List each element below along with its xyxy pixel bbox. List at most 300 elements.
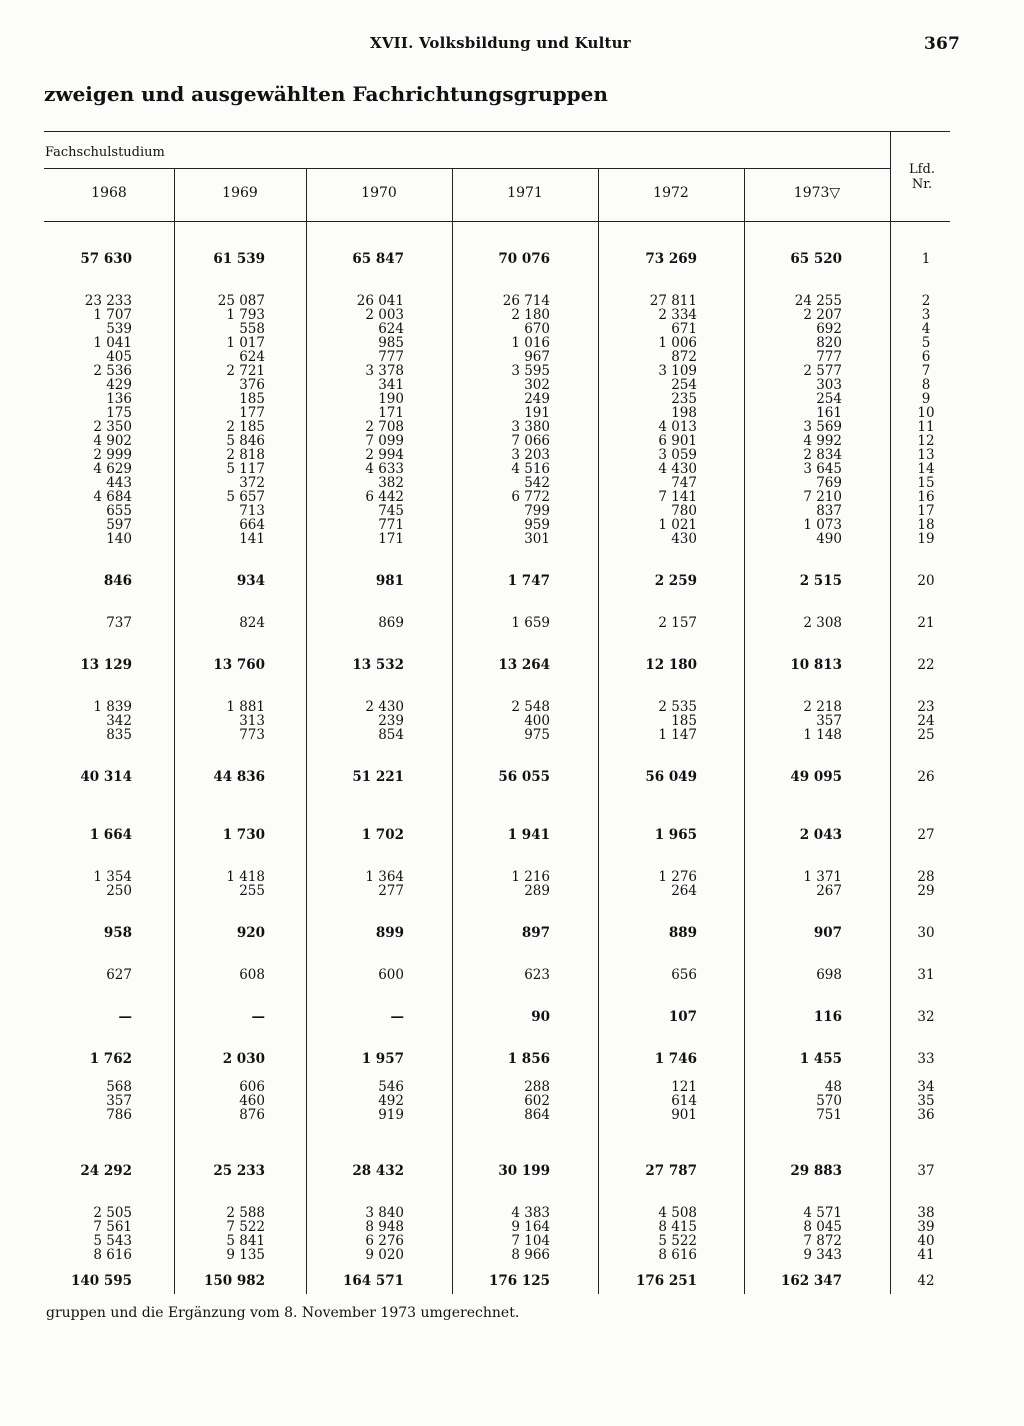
row-number: 35	[917, 1093, 935, 1109]
table-cell: 9 343	[803, 1247, 842, 1263]
table-cell: 2 350	[93, 419, 132, 435]
table-cell: 3 203	[511, 447, 550, 463]
table-cell: 799	[524, 503, 550, 519]
table-cell: 2 308	[803, 615, 842, 631]
table-cell: 1 017	[226, 335, 265, 351]
table-cell: 6 442	[365, 489, 404, 505]
table-cell: 558	[239, 321, 265, 337]
lfd-nr-label: Lfd. Nr.	[909, 162, 935, 192]
table-cell: 400	[524, 713, 550, 729]
table-cell: 2 180	[511, 307, 550, 323]
page-title: zweigen und ausgewählten Fachrichtungsgruppen	[44, 82, 608, 106]
table-cell: 1 730	[222, 827, 265, 843]
table-cell: —	[251, 1009, 265, 1025]
table-cell: 1 021	[658, 517, 697, 533]
table-cell: 1 016	[511, 335, 550, 351]
table-cell: 623	[524, 967, 550, 983]
row-number: 15	[917, 475, 935, 491]
table-cell: 164 571	[342, 1273, 404, 1289]
table-cell: 975	[524, 727, 550, 743]
table-cell: 116	[813, 1009, 842, 1025]
col-divider-2	[306, 168, 307, 1294]
row-number: 4	[921, 321, 931, 337]
table-cell: 2 030	[222, 1051, 265, 1067]
table-cell: 920	[236, 925, 265, 941]
table-cell: 30 199	[498, 1163, 550, 1179]
table-cell: 846	[103, 573, 132, 589]
row-number: 34	[917, 1079, 935, 1095]
table-cell: 919	[378, 1107, 404, 1123]
table-cell: 176 125	[488, 1273, 550, 1289]
table-cell: 780	[671, 503, 697, 519]
table-cell: 26 714	[502, 293, 550, 309]
table-cell: 289	[524, 883, 550, 899]
table-cell: 1 762	[89, 1051, 132, 1067]
table-cell: 9 164	[511, 1219, 550, 1235]
table-cell: 492	[378, 1093, 404, 1109]
table-cell: 177	[239, 405, 265, 421]
table-cell: 1 747	[507, 573, 550, 589]
table-cell: 3 378	[365, 363, 404, 379]
column-header-year: 1970	[361, 185, 397, 201]
table-cell: 777	[816, 349, 842, 365]
table-cell: 40 314	[80, 769, 132, 785]
table-cell: 4 430	[658, 461, 697, 477]
table-cell: 889	[668, 925, 697, 941]
table-cell: 13 129	[80, 657, 132, 673]
table-cell: 2 207	[803, 307, 842, 323]
table-cell: 606	[239, 1079, 265, 1095]
column-header-year: 1969	[222, 185, 258, 201]
table-cell: —	[118, 1009, 132, 1025]
table-cell: 61 539	[213, 251, 265, 267]
table-cell: 897	[521, 925, 550, 941]
table-cell: 745	[378, 503, 404, 519]
table-cell: 2 577	[803, 363, 842, 379]
table-cell: 872	[671, 349, 697, 365]
row-number: 11	[917, 419, 935, 435]
table-cell: 901	[671, 1107, 697, 1123]
table-cell: 8 966	[511, 1247, 550, 1263]
table-cell: 713	[239, 503, 265, 519]
table-cell: 3 595	[511, 363, 550, 379]
table-cell: 2 834	[803, 447, 842, 463]
footnote: gruppen und die Ergänzung vom 8. November 1973 umgerechnet.	[46, 1305, 520, 1321]
col-divider-3	[452, 168, 453, 1294]
table-cell: 7 522	[226, 1219, 265, 1235]
table-cell: 9 020	[365, 1247, 404, 1263]
table-cell: 357	[816, 713, 842, 729]
table-cell: 7 099	[365, 433, 404, 449]
row-number: 29	[917, 883, 935, 899]
row-number: 3	[921, 307, 931, 323]
table-cell: 1 793	[226, 307, 265, 323]
table-cell: 4 516	[511, 461, 550, 477]
group-label: Fachschulstudium	[45, 145, 165, 160]
table-cell: 141	[239, 531, 265, 547]
table-cell: 175	[106, 405, 132, 421]
table-cell: 751	[816, 1107, 842, 1123]
table-cell: 372	[239, 475, 265, 491]
table-cell: 2 818	[226, 447, 265, 463]
table-cell: 959	[524, 517, 550, 533]
table-cell: 4 013	[658, 419, 697, 435]
table-cell: 7 872	[803, 1233, 842, 1249]
row-number: 25	[917, 727, 935, 743]
table-cell: 2 994	[365, 447, 404, 463]
table-cell: 430	[671, 531, 697, 547]
table-cell: 13 532	[352, 657, 404, 673]
table-cell: 4 633	[365, 461, 404, 477]
table-cell: 277	[378, 883, 404, 899]
row-number: 20	[917, 573, 935, 589]
table-cell: 150 982	[203, 1273, 265, 1289]
table-cell: 6 901	[658, 433, 697, 449]
table-cell: 5 657	[226, 489, 265, 505]
row-number: 37	[917, 1163, 935, 1179]
table-cell: 777	[378, 349, 404, 365]
table-cell: 382	[378, 475, 404, 491]
table-cell: 24 255	[794, 293, 842, 309]
row-number: 27	[917, 827, 935, 843]
table-cell: 737	[106, 615, 132, 631]
table-cell: 1 957	[361, 1051, 404, 1067]
row-number: 18	[917, 517, 935, 533]
table-cell: 4 508	[658, 1205, 697, 1221]
table-cell: 2 003	[365, 307, 404, 323]
row-number: 42	[917, 1273, 935, 1289]
table-cell: 70 076	[498, 251, 550, 267]
table-cell: 107	[668, 1009, 697, 1025]
table-cell: 25 087	[217, 293, 265, 309]
table-cell: 1 455	[799, 1051, 842, 1067]
table-cell: 546	[378, 1079, 404, 1095]
table-cell: 9 135	[226, 1247, 265, 1263]
table-cell: 2 218	[803, 699, 842, 715]
table-cell: 2 334	[658, 307, 697, 323]
table-cell: 1 041	[93, 335, 132, 351]
table-cell: 2 157	[658, 615, 697, 631]
row-number: 2	[921, 293, 931, 309]
row-number: 5	[921, 335, 931, 351]
table-cell: 5 846	[226, 433, 265, 449]
table-cell: 3 380	[511, 419, 550, 435]
table-cell: 3 569	[803, 419, 842, 435]
table-cell: 171	[378, 531, 404, 547]
table-cell: 264	[671, 883, 697, 899]
table-cell: 7 561	[93, 1219, 132, 1235]
lfd-divider	[890, 131, 891, 1294]
table-cell: 4 902	[93, 433, 132, 449]
col-divider-4	[598, 168, 599, 1294]
table-cell: 171	[378, 405, 404, 421]
table-cell: 23 233	[84, 293, 132, 309]
table-cell: 624	[378, 321, 404, 337]
table-cell: 288	[524, 1079, 550, 1095]
row-number: 19	[917, 531, 935, 547]
table-cell: 57 630	[80, 251, 132, 267]
table-cell: 190	[378, 391, 404, 407]
table-cell: 1 216	[511, 869, 550, 885]
row-number: 8	[921, 377, 931, 393]
table-cell: 7 141	[658, 489, 697, 505]
row-number: 14	[917, 461, 935, 477]
table-cell: 5 543	[93, 1233, 132, 1249]
table-cell: 671	[671, 321, 697, 337]
row-number: 41	[917, 1247, 935, 1263]
table-cell: 1 839	[93, 699, 132, 715]
table-cell: 1 147	[658, 727, 697, 743]
row-number: 39	[917, 1219, 935, 1235]
table-cell: 4 992	[803, 433, 842, 449]
table-cell: 600	[378, 967, 404, 983]
row-number: 30	[917, 925, 935, 941]
table-cell: 254	[816, 391, 842, 407]
table-cell: 1 418	[226, 869, 265, 885]
table-cell: 1 702	[361, 827, 404, 843]
table-cell: 2 505	[93, 1205, 132, 1221]
row-number: 16	[917, 489, 935, 505]
table-cell: 73 269	[645, 251, 697, 267]
table-cell: 864	[524, 1107, 550, 1123]
table-cell: 837	[816, 503, 842, 519]
table-cell: 13 760	[213, 657, 265, 673]
table-cell: 747	[671, 475, 697, 491]
table-cell: 8 045	[803, 1219, 842, 1235]
table-cell: 3 059	[658, 447, 697, 463]
table-cell: 136	[106, 391, 132, 407]
table-cell: 429	[106, 377, 132, 393]
row-number: 26	[917, 769, 935, 785]
table-cell: 1 073	[803, 517, 842, 533]
table-cell: 267	[816, 883, 842, 899]
table-cell: 3 109	[658, 363, 697, 379]
col-divider-1	[174, 168, 175, 1294]
col-divider-5	[744, 168, 745, 1294]
table-cell: 255	[239, 883, 265, 899]
table-cell: 10 813	[790, 657, 842, 673]
running-header: XVII. Volksbildung und Kultur	[370, 34, 631, 52]
row-number: 40	[917, 1233, 935, 1249]
table-cell: 2 536	[93, 363, 132, 379]
row-number: 21	[917, 615, 935, 631]
table-cell: 981	[375, 573, 404, 589]
row-number: 22	[917, 657, 935, 673]
row-number: 24	[917, 713, 935, 729]
table-cell: 2 259	[654, 573, 697, 589]
table-cell: 8 616	[93, 1247, 132, 1263]
table-cell: 2 535	[658, 699, 697, 715]
table-cell: 907	[813, 925, 842, 941]
table-cell: 1 881	[226, 699, 265, 715]
table-cell: 140	[106, 531, 132, 547]
row-number: 1	[921, 251, 931, 267]
column-header-year: 1972	[653, 185, 689, 201]
table-cell: 28 432	[352, 1163, 404, 1179]
table-cell: 51 221	[352, 769, 404, 785]
table-cell: 342	[106, 713, 132, 729]
row-number: 31	[917, 967, 935, 983]
table-cell: 162 347	[780, 1273, 842, 1289]
table-cell: 2 999	[93, 447, 132, 463]
table-cell: 176 251	[635, 1273, 697, 1289]
table-cell: 4 684	[93, 489, 132, 505]
row-number: 13	[917, 447, 935, 463]
table-cell: 301	[524, 531, 550, 547]
table-cell: 90	[531, 1009, 550, 1025]
table-cell: 602	[524, 1093, 550, 1109]
table-cell: 8 415	[658, 1219, 697, 1235]
column-header-year: 1973▽	[793, 185, 841, 201]
table-cell: 608	[239, 967, 265, 983]
table-cell: 460	[239, 1093, 265, 1109]
table-cell: 656	[671, 967, 697, 983]
row-number: 36	[917, 1107, 935, 1123]
table-cell: 1 006	[658, 335, 697, 351]
table-cell: 1 276	[658, 869, 697, 885]
table-cell: 185	[671, 713, 697, 729]
table-cell: 1 965	[654, 827, 697, 843]
table-cell: 786	[106, 1107, 132, 1123]
table-cell: 12 180	[645, 657, 697, 673]
row-number: 17	[917, 503, 935, 519]
table-cell: 2 043	[799, 827, 842, 843]
table-cell: 303	[816, 377, 842, 393]
table-cell: 405	[106, 349, 132, 365]
table-cell: 2 708	[365, 419, 404, 435]
table-cell: 7 104	[511, 1233, 550, 1249]
table-cell: 161	[816, 405, 842, 421]
table-cell: 3 645	[803, 461, 842, 477]
table-cell: 65 847	[352, 251, 404, 267]
table-cell: 490	[816, 531, 842, 547]
table-cell: 655	[106, 503, 132, 519]
table-cell: 4 383	[511, 1205, 550, 1221]
table-cell: 357	[106, 1093, 132, 1109]
row-number: 33	[917, 1051, 935, 1067]
table-cell: 1 354	[93, 869, 132, 885]
table-cell: 854	[378, 727, 404, 743]
table-cell: 2 185	[226, 419, 265, 435]
table-cell: 614	[671, 1093, 697, 1109]
table-cell: 27 811	[649, 293, 697, 309]
table-cell: 5 117	[226, 461, 265, 477]
table-cell: 376	[239, 377, 265, 393]
table-cell: 13 264	[498, 657, 550, 673]
table-cell: 2 430	[365, 699, 404, 715]
table-cell: 24 292	[80, 1163, 132, 1179]
table-cell: 899	[375, 925, 404, 941]
table-cell: 869	[378, 615, 404, 631]
row-number: 23	[917, 699, 935, 715]
table-cell: 313	[239, 713, 265, 729]
table-cell: 824	[239, 615, 265, 631]
table-cell: 302	[524, 377, 550, 393]
table-cell: 4 629	[93, 461, 132, 477]
table-cell: 6 276	[365, 1233, 404, 1249]
table-cell: 2 588	[226, 1205, 265, 1221]
table-cell: 1 746	[654, 1051, 697, 1067]
table-cell: 27 787	[645, 1163, 697, 1179]
table-cell: 250	[106, 883, 132, 899]
table-cell: 1 371	[803, 869, 842, 885]
table-cell: 664	[239, 517, 265, 533]
table-cell: 56 049	[645, 769, 697, 785]
row-number: 12	[917, 433, 935, 449]
row-number: 10	[917, 405, 935, 421]
table-cell: 692	[816, 321, 842, 337]
table-cell: 239	[378, 713, 404, 729]
table-cell: 25 233	[213, 1163, 265, 1179]
table-cell: 1 707	[93, 307, 132, 323]
table-cell: 5 841	[226, 1233, 265, 1249]
table-cell: 1 148	[803, 727, 842, 743]
table-cell: 835	[106, 727, 132, 743]
table-cell: 198	[671, 405, 697, 421]
table-cell: 568	[106, 1079, 132, 1095]
table-cell: 539	[106, 321, 132, 337]
table-cell: 443	[106, 475, 132, 491]
table-cell: 8 948	[365, 1219, 404, 1235]
row-number: 32	[917, 1009, 935, 1025]
table-cell: 967	[524, 349, 550, 365]
table-cell: 56 055	[498, 769, 550, 785]
table-cell: 771	[378, 517, 404, 533]
page-number: 367	[924, 34, 961, 54]
header-bottom-rule	[44, 221, 950, 222]
table-cell: 44 836	[213, 769, 265, 785]
table-cell: 26 041	[356, 293, 404, 309]
table-cell: 249	[524, 391, 550, 407]
table-cell: 6 772	[511, 489, 550, 505]
table-cell: 1 941	[507, 827, 550, 843]
table-cell: 1 856	[507, 1051, 550, 1067]
table-cell: 65 520	[790, 251, 842, 267]
table-cell: 254	[671, 377, 697, 393]
table-cell: 570	[816, 1093, 842, 1109]
table-cell: 773	[239, 727, 265, 743]
table-cell: 1 659	[511, 615, 550, 631]
table-cell: 670	[524, 321, 550, 337]
table-cell: 49 095	[790, 769, 842, 785]
column-header-year: 1971	[507, 185, 543, 201]
table-cell: 185	[239, 391, 265, 407]
table-cell: —	[390, 1009, 404, 1025]
table-cell: 7 210	[803, 489, 842, 505]
column-header-year: 1968	[91, 185, 127, 201]
table-cell: 7 066	[511, 433, 550, 449]
table-cell: 698	[816, 967, 842, 983]
table-cell: 191	[524, 405, 550, 421]
table-cell: 1 364	[365, 869, 404, 885]
table-cell: 235	[671, 391, 697, 407]
table-cell: 2 515	[799, 573, 842, 589]
table-cell: 2 548	[511, 699, 550, 715]
table-cell: 4 571	[803, 1205, 842, 1221]
table-cell: 2 721	[226, 363, 265, 379]
table-cell: 820	[816, 335, 842, 351]
table-cell: 958	[103, 925, 132, 941]
row-number: 6	[921, 349, 931, 365]
table-cell: 121	[671, 1079, 697, 1095]
row-number: 7	[921, 363, 931, 379]
table-top-rule	[44, 131, 950, 132]
table-cell: 876	[239, 1107, 265, 1123]
table-cell: 627	[106, 967, 132, 983]
table-cell: 985	[378, 335, 404, 351]
table-cell: 48	[824, 1079, 842, 1095]
table-cell: 769	[816, 475, 842, 491]
